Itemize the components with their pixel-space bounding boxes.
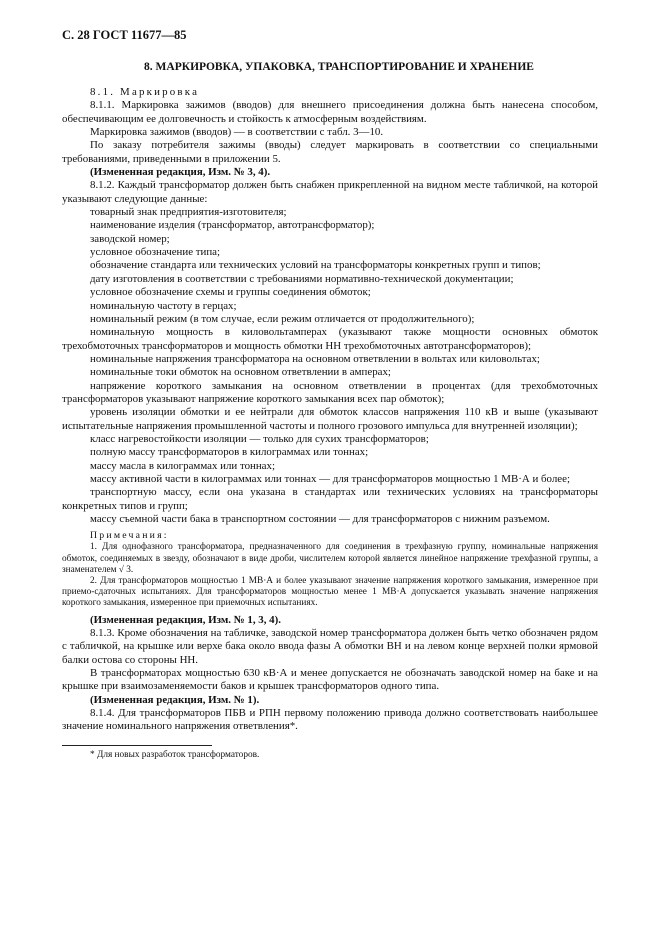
paragraph-8-1-3: 8.1.3. Кроме обозначения на табличке, заводской номер трансформатора должен быть четко обозначен рядом с табличкой, на крышке или верхе бака около ввода фазы А обмотки ВН и на левом конце верхней полки ярмовой балки остова со стороны НН. xyxy=(62,626,598,666)
note-2: 2. Для трансформаторов мощностью 1 МВ·А и более указывают значение напряжения короткого замыкания, измеренное при приемо-сдаточных испытаниях. Для трансформаторов мощностью менее 1 МВ·А допускается указывать значение напряжения короткого замыкания, измеренное при приемочных испытаниях. xyxy=(62,575,598,609)
list-item: номинальные токи обмоток на основном ответвлении в амперах; xyxy=(90,366,391,379)
list-item: транспортную массу, если она указана в стандартах или технических условиях на трансформаторы конкретных типов и групп; xyxy=(62,486,598,512)
edition-note-3: (Измененная редакция, Изм. № 1). xyxy=(90,693,260,706)
list-item: номинальный режим (в том случае, если режим отличается от продолжительного); xyxy=(90,312,475,325)
paragraph-8-1-4: 8.1.4. Для трансформаторов ПБВ и РПН первому положению привода должно соответствовать наибольшее значение номинального напряжения ответвления*. xyxy=(62,706,598,733)
footnote: * Для новых разработок трансформаторов. xyxy=(90,749,260,760)
list-item: номинальную частоту в герцах; xyxy=(90,299,237,312)
list-item: наименование изделия (трансформатор, автотрансформатор); xyxy=(90,219,375,232)
footnote-divider xyxy=(62,745,212,746)
list-item: условное обозначение типа; xyxy=(90,246,221,259)
section-title: 8. МАРКИРОВКА, УПАКОВКА, ТРАНСПОРТИРОВАНИЕ И ХРАНЕНИЕ xyxy=(144,61,534,73)
paragraph-marking-table: Маркировка зажимов (вводов) — в соответствии с табл. 3—10. xyxy=(90,126,384,139)
paragraph-8-1: 8.1. Маркировка xyxy=(90,86,200,98)
paragraph-customer-order: По заказу потребителя зажимы (вводы) следует маркировать в соответствии со специальными требованиями, приведенными в приложении 5. xyxy=(62,139,598,165)
notes-heading: Примечания: xyxy=(90,530,169,542)
list-item: товарный знак предприятия-изготовителя; xyxy=(90,206,287,219)
page-header: С. 28 ГОСТ 11677—85 xyxy=(62,28,187,42)
edition-note-2: (Измененная редакция, Изм. № 1, 3, 4). xyxy=(90,613,281,626)
list-item: класс нагревостойкости изоляции — только для сухих трансформаторов; xyxy=(90,432,429,445)
list-item: массу масла в килограммах или тоннах; xyxy=(90,459,275,472)
list-item: массу съемной части бака в транспортном состоянии — для трансформаторов с нижним разъемом. xyxy=(90,513,550,525)
document-page xyxy=(62,28,598,761)
note-1: 1. Для однофазного трансформатора, предназначенного для соединения в трехфазную группу, номинальные напряжения обмоток, соединяемых в звезду, обозначают в виде дроби, числителем которой является линейное напряжение трехфазной группы, а знаменателем √ 3. xyxy=(62,542,598,575)
paragraph-8-1-2: 8.1.2. Каждый трансформатор должен быть снабжен прикрепленной на видном месте табличкой, на которой указывают следующие данные: xyxy=(62,179,598,205)
paragraph-8-1-1: 8.1.1. Маркировка зажимов (вводов) для внешнего присоединения должна быть нанесена способом, обеспечивающим ее долговечность и стойкость к атмосферным воздействиям. xyxy=(62,99,598,125)
edition-note-1: (Измененная редакция, Изм. № 3, 4). xyxy=(90,166,271,179)
list-item: уровень изоляции обмотки и ее нейтрали для обмоток классов напряжения 110 кВ и выше (указывают испытательные напряжения промышленной частоты и полного грозового импульса для внутренней изоляции); xyxy=(62,406,598,432)
paragraph-630-kva: В трансформаторах мощностью 630 кВ·А и менее допускается не обозначать заводской номер на баке и на крышке при взаимозаменяемости баков и крышек трансформаторов одного типа. xyxy=(62,666,598,693)
list-item: дату изготовления в соответствии с требованиями нормативно-технической документации; xyxy=(90,272,514,285)
list-item: напряжение короткого замыкания на основном ответвлении в процентах (для трехобмоточных трансформаторов указывают напряжение короткого замыкания всех пар обмоток); xyxy=(62,379,598,405)
list-item: заводской номер; xyxy=(90,232,170,245)
list-item: номинальную мощность в киловольтамперах (указывают также мощности основных обмоток трехобмоточных трансформаторов и мощность обмотки НН трехобмоточных автотрансформаторов); xyxy=(62,326,598,352)
list-item: массу активной части в килограммах или тоннах — для трансформаторов мощностью 1 МВ·А и более; xyxy=(90,472,570,485)
list-item: обозначение стандарта или технических условий на трансформаторы конкретных групп и типов; xyxy=(90,259,541,272)
list-item: номинальные напряжения трансформатора на основном ответвлении в вольтах или киловольтах; xyxy=(90,352,540,365)
list-item: полную массу трансформаторов в килограммах или тоннах; xyxy=(90,446,369,459)
list-item: условное обозначение схемы и группы соединения обмоток; xyxy=(90,286,371,299)
